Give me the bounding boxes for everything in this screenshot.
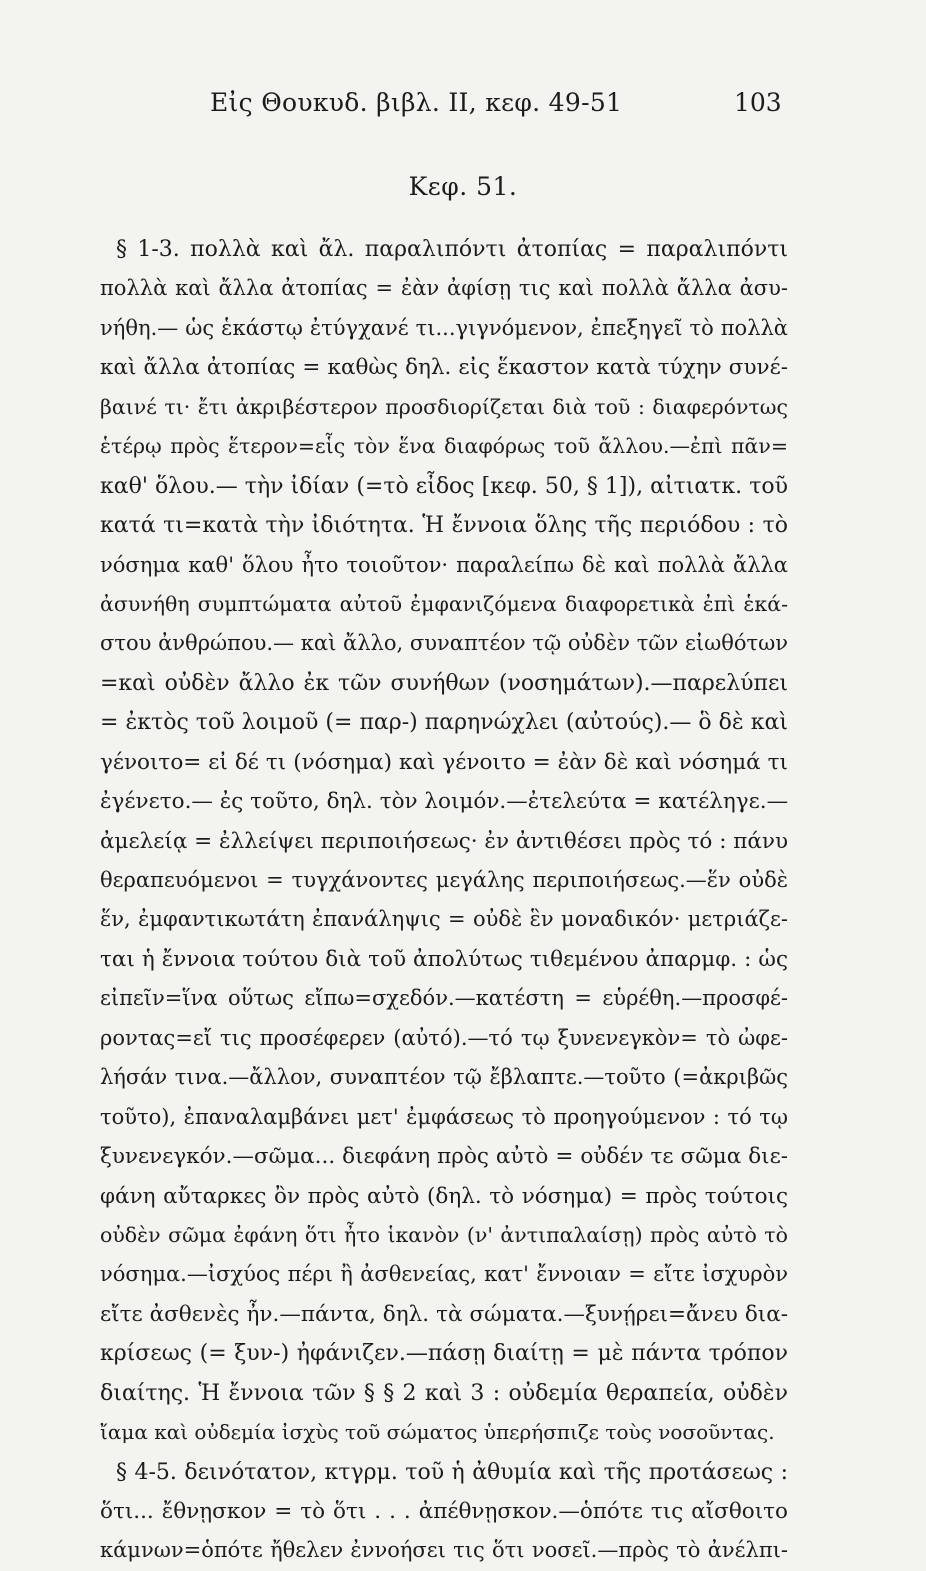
text-line: κάμνων=ὁπότε ἤθελεν ἐννοήσει τις ὅτι νοσεῖ.—πρὸς τὸ ἀνέλπι- [100, 1538, 788, 1563]
text-line: διαίτης. Ἡ ἔννοια τῶν § § 2 καὶ 3 : οὐδεμία θεραπεία, οὐδὲν [100, 1380, 788, 1406]
text-line: = ἐκτὸς τοῦ λοιμοῦ (= παρ-) παρηνώχλει (αὐτούς).— ὃ δὲ καὶ [100, 710, 788, 736]
running-head [0, 88, 926, 128]
text-line: εἰπεῖν=ἵνα οὕτως εἴπω=σχεδόν.—κατέστη = εὑρέθη.—προσφέ- [100, 986, 788, 1011]
commentary-text [100, 230, 788, 1571]
text-line: ἀμελείᾳ = ἐλλείψει περιποιήσεως· ἐν ἀντιθέσει πρὸς τό : πάνυ [100, 828, 788, 854]
text-line: § 1-3. πολλὰ καὶ ἄλ. παραλιπόντι ἀτοπίας = παραλιπόντι [116, 237, 788, 262]
text-line: φάνη αὔταρκες ὂν πρὸς αὐτὸ (δηλ. τὸ νόσημα) = πρὸς τούτοις [100, 1183, 788, 1209]
text-line: οὐδὲν σῶμα ἐφάνη ὅτι ἦτο ἱκανὸν (ν' ἀντιπαλαίσῃ) πρὸς αὐτὸ τὸ [100, 1222, 788, 1247]
text-line: § 4-5. δεινότατον, κτγρμ. τοῦ ἡ ἀθυμία καὶ τῆς προτάσεως : [116, 1459, 788, 1485]
text-line: ἐγένετο.— ἐς τοῦτο, δηλ. τὸν λοιμόν.—ἐτελεύτα = κατέληγε.— [100, 789, 788, 815]
text-line: κρίσεως (= ξυν-) ἠφάνιζεν.—πάσῃ διαίτῃ = μὲ πάντα τρόπον [100, 1341, 788, 1367]
text-line: νόσημα.—ἰσχύος πέρι ἢ ἀσθενείας, κατ' ἔννοιαν = εἴτε ἰσχυρὸν [100, 1262, 788, 1287]
text-line: στου ἀνθρώπου.— καὶ ἄλλο, συναπτέον τῷ οὐδὲν τῶν εἰωθότων [100, 631, 788, 656]
running-title: Εἰς Θουκυδ. βιβλ. II, κεφ. 49-51 [210, 88, 623, 117]
page-number: 103 [734, 88, 782, 117]
text-line: πολλὰ καὶ ἄλλα ἀτοπίας = ἐὰν ἀφίσῃ τις καὶ πολλὰ ἄλλα ἀσυ- [100, 276, 788, 301]
text-line: κατά τι=κατὰ τὴν ἰδιότητα. Ἡ ἔννοια ὅλης τῆς περιόδου : τὸ [100, 513, 788, 539]
text-line: ὅτι... ἔθνῃσκον = τὸ ὅτι . . . ἀπέθνῃσκον.—ὁπότε τις αἴσθοιτο [100, 1499, 788, 1524]
text-line: λήσάν τινα.—ἄλλον, συναπτέον τῷ ἔβλαπτε.—τοῦτο (=ἀκριβῶς [100, 1065, 788, 1090]
text-line: εἴτε ἀσθενὲς ἦν.—πάντα, δηλ. τὰ σώματα.—ξυνῄρει=ἄνευ δια- [100, 1301, 788, 1327]
text-line: ται ἡ ἔννοια τούτου διὰ τοῦ ἀπολύτως τιθεμένου ἀπαρμφ. : ὡς [100, 946, 788, 972]
text-line: ἴαμα καὶ οὐδεμία ἰσχὺς τοῦ σώματος ὑπερήσπιζε τοὺς νοσοῦντας. [100, 1420, 775, 1445]
text-line: ξυνενεγκόν.—σῶμα... διεφάνη πρὸς αὐτὸ = οὐδέν τε σῶμα διε- [100, 1144, 788, 1170]
text-line: νόσημα καθ' ὅλου ἦτο τοιοῦτον· παραλείπω δὲ καὶ πολλὰ ἄλλα [100, 552, 788, 577]
text-line: =καὶ οὐδὲν ἄλλο ἐκ τῶν συνήθων (νοσημάτων).—παρελύπει [100, 670, 788, 696]
text-line: ἕν, ἐμφαντικωτάτη ἐπανάληψις = οὐδὲ ἓν μοναδικόν· μετριάζε- [100, 907, 788, 932]
chapter-heading: Κεφ. 51. [408, 172, 518, 201]
text-line: θεραπευόμενοι = τυγχάνοντες μεγάλης περιποιήσεως.—ἕν οὐδὲ [100, 868, 788, 892]
text-line: ροντας=εἴ τις προσέφερεν (αὐτό).—τό τῳ ξυνενεγκὸν= τὸ ὠφε- [100, 1025, 788, 1050]
text-line: γένοιτο= εἰ δέ τι (νόσημα) καὶ γένοιτο = ἐὰν δὲ καὶ νόσημά τι [100, 749, 788, 775]
text-line: ἑτέρῳ πρὸς ἕτερον=εἷς τὸν ἕνα διαφόρως τοῦ ἄλλου.—ἐπὶ πᾶν= [100, 434, 788, 459]
text-line: καθ' ὅλου.— τὴν ἰδίαν (=τὸ εἶδος [κεφ. 50, § 1]), αἰτιατκ. τοῦ [100, 473, 788, 499]
text-line: βαινέ τι· ἔτι ἀκριβέστερον προσδιορίζεται διὰ τοῦ : διαφερόντως [100, 394, 788, 419]
text-line: καὶ ἄλλα ἀτοπίας = καθὼς δηλ. εἰς ἕκαστον κατὰ τύχην συνέ- [100, 355, 788, 381]
text-line: τοῦτο), ἐπαναλαμβάνει μετ' ἐμφάσεως τὸ προηγούμενον : τό τῳ [100, 1104, 788, 1129]
text-line: νήθη.— ὡς ἑκάστῳ ἐτύγχανέ τι...γιγνόμενον, ἐπεξηγεῖ τὸ πολλὰ [100, 315, 788, 340]
text-line: ἀσυνήθη συμπτώματα αὐτοῦ ἐμφανιζόμενα διαφορετικὰ ἐπὶ ἑκά- [100, 591, 788, 616]
